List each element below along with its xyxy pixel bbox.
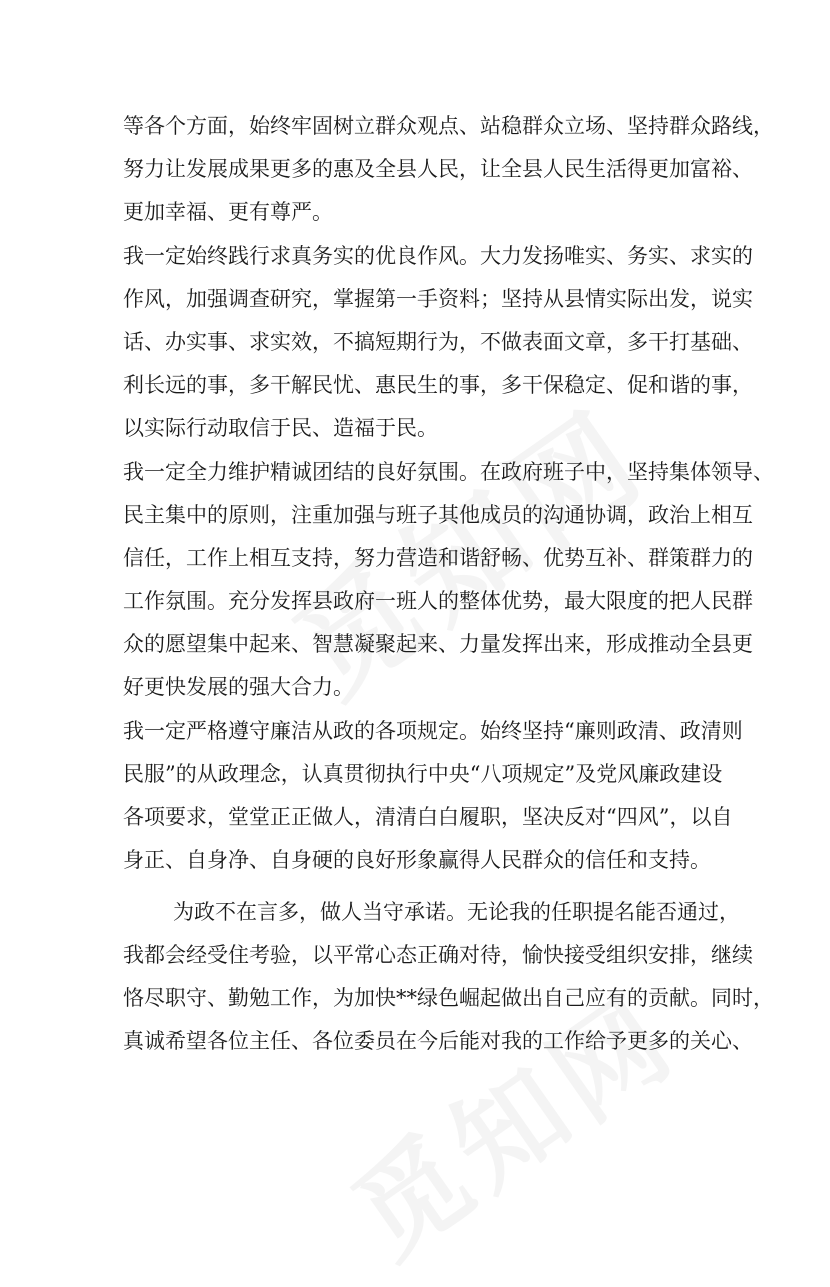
paragraph-3-line-4: 工作氛围。充分发挥县政府一班人的整体优势，最大限度的把人民群 (123, 589, 753, 613)
paragraph-5-line-3: 恪尽职守、勤勉工作，为加快**绿色崛起做出自己应有的贡献。同时， (123, 986, 774, 1010)
paragraph-2-line-3: 话、办实事、求实效，不搞短期行为，不做表面文章，多干打基础、 (123, 330, 753, 354)
paragraph-4-line-1: 我一定严格遵守廉洁从政的各项规定。始终坚持“廉则政清、政清则 (123, 719, 743, 743)
paragraph-1-line-3: 更加幸福、更有尊严。 (123, 200, 333, 224)
paragraph-2-line-5: 以实际行动取信于民、造福于民。 (123, 416, 438, 440)
paragraph-4-line-3: 各项要求，堂堂正正做人，清清白白履职，坚决反对“四风”，以自 (123, 805, 733, 829)
paragraph-3-line-5: 众的愿望集中起来、智慧凝聚起来、力量发挥出来，形成推动全县更 (123, 632, 753, 656)
paragraph-2-line-1: 我一定始终践行求真务实的优良作风。大力发扬唯实、务实、求实的 (123, 244, 753, 268)
paragraph-2-line-2: 作风，加强调查研究，掌握第一手资料；坚持从县情实际出发，说实 (123, 287, 753, 311)
paragraph-3-line-3: 信任，工作上相互支持，努力营造和谐舒畅、优势互补、群策群力的 (123, 546, 753, 570)
paragraph-4-line-2: 民服”的从政理念，认真贯彻执行中央“八项规定”及党风廉政建设 (123, 762, 723, 786)
paragraph-5-line-2: 我都会经受住考验，以平常心态正确对待，愉快接受组织安排，继续 (123, 943, 753, 967)
paragraph-5-line-4: 真诚希望各位主任、各位委员在今后能对我的工作给予更多的关心、 (123, 1029, 753, 1053)
paragraph-3-line-1: 我一定全力维护精诚团结的良好氛围。在政府班子中，坚持集体领导、 (123, 460, 774, 484)
paragraph-3-line-6: 好更快发展的强大合力。 (123, 675, 354, 699)
paragraph-5-line-1: 为政不在言多，做人当守承诺。无论我的任职提名能否通过， (173, 900, 740, 924)
paragraph-4-line-4: 身正、自身净、自身硬的良好形象赢得人民群众的信任和支持。 (123, 848, 711, 872)
paragraph-2-line-4: 利长远的事，多干解民忧、惠民生的事，多干保稳定、促和谐的事， (123, 373, 753, 397)
paragraph-1-line-1: 等各个方面，始终牢固树立群众观点、站稳群众立场、坚持群众路线， (123, 114, 774, 138)
paragraph-1-line-2: 努力让发展成果更多的惠及全县人民，让全县人民生活得更加富裕、 (123, 157, 753, 181)
paragraph-3-line-2: 民主集中的原则，注重加强与班子其他成员的沟通协调，政治上相互 (123, 503, 753, 527)
